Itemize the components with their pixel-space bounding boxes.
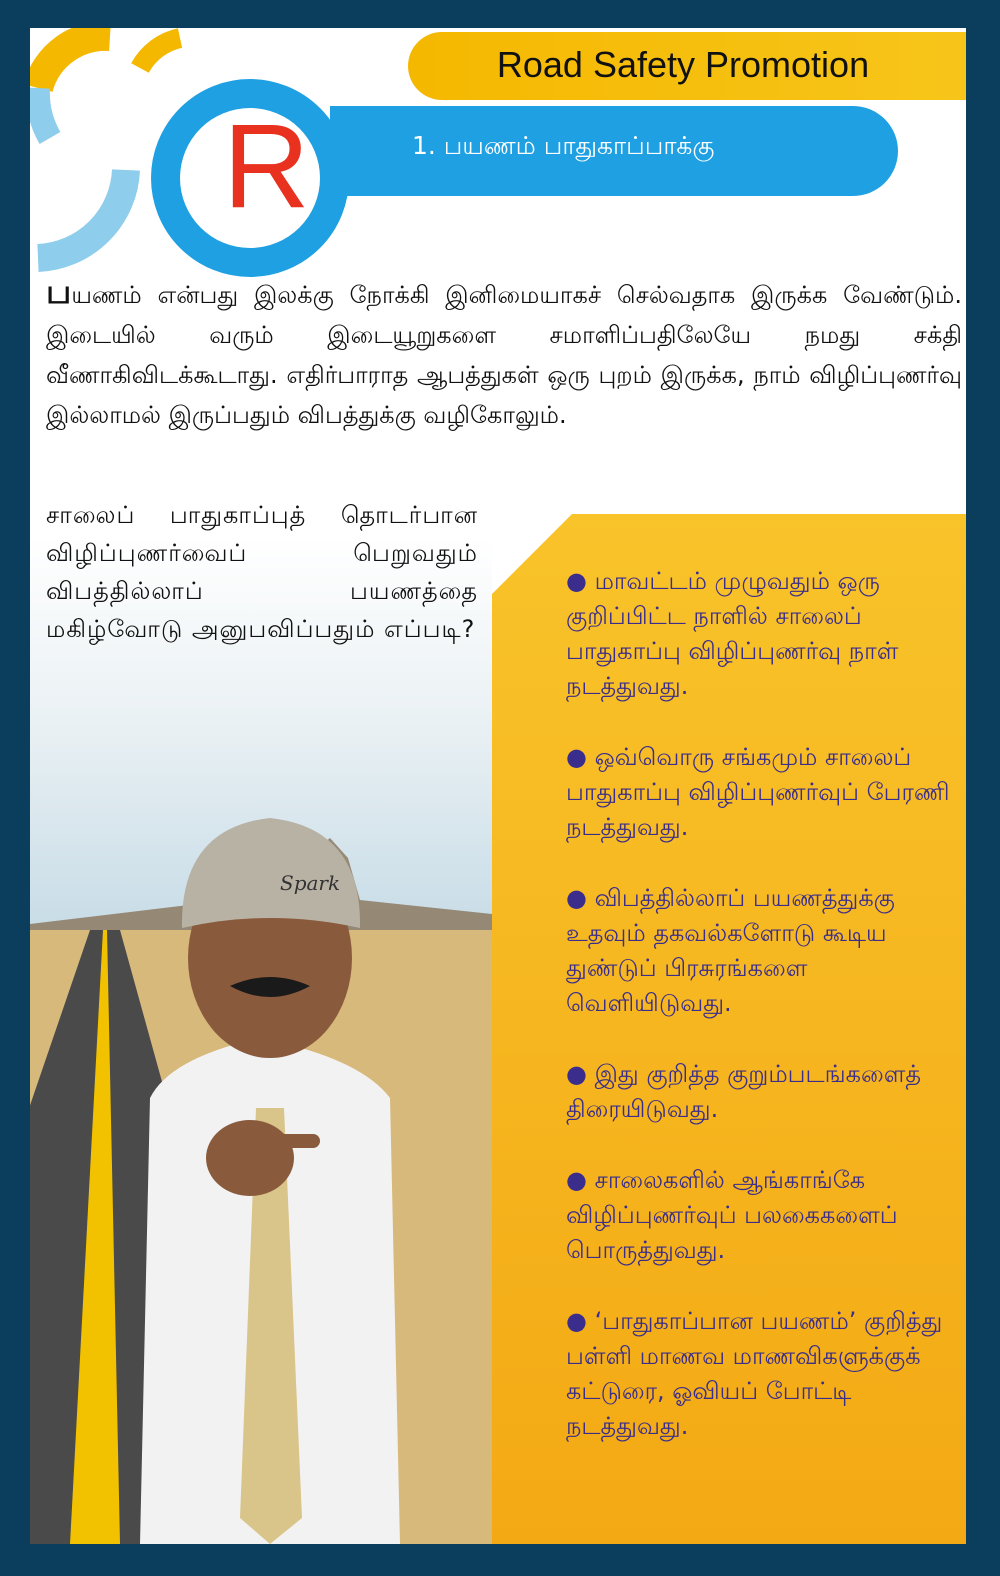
- helmet-text: Spark: [280, 871, 341, 895]
- intro-text: யணம் என்பது இலக்கு நோக்கி இனிமையாகச் செல்வதாக இருக்க வேண்டும். இடையில் வரும் இடையூறுகளை சமாளிப்பதிலேயே நமது சக்தி வீணாகிவிடக்கூடாது. எதிர்பாராத ஆபத்துகள் ஒரு புறம் இருக்க, நாம் விழிப்புணர்வு இல்லாமல் இருப்பதும் விபத்துக்கு வழிகோலும்.: [46, 281, 962, 429]
- intro-paragraph: [46, 272, 962, 435]
- bullet-dot-icon: ●: [566, 567, 595, 595]
- list-item: ● ‘பாதுகாப்பான பயணம்’ குறித்து பள்ளி மாணவ மாணவிகளுக்குக் கட்டுரை, ஓவியப் போட்டி நடத்துவது.: [566, 1307, 943, 1440]
- panel-notch: [492, 514, 572, 654]
- logo-letter: R: [223, 99, 310, 233]
- section-subtitle: 1. பயணம் பாதுகாப்பாக்கு: [412, 131, 715, 160]
- dropcap-letter: ப: [46, 272, 72, 312]
- bullet-dot-icon: ●: [566, 743, 595, 771]
- question-text: சாலைப் பாதுகாப்புத் தொடர்பான விழிப்புணர்வைப் பெறுவதும் விபத்தில்லாப் பயணத்தை மகிழ்வோடு அனுபவிப்பதும் எப்படி?: [46, 501, 478, 643]
- bullet-dot-icon: ●: [566, 1166, 595, 1194]
- bullet-dot-icon: ●: [566, 1060, 595, 1088]
- list-item: ● ஒவ்வொரு சங்கமும் சாலைப் பாதுகாப்பு விழிப்புணர்வுப் பேரணி நடத்துவது.: [566, 743, 950, 841]
- list-item: ● மாவட்டம் முழுவதும் ஒரு குறிப்பிட்ட நாளில் சாலைப் பாதுகாப்பு விழிப்புணர்வு நாள் நடத்துவது.: [566, 567, 899, 700]
- brochure-page: [30, 28, 966, 1544]
- bullet-dot-icon: ●: [566, 1307, 595, 1335]
- road-scene-photo: [30, 538, 492, 1544]
- list-item: ● இது குறித்த குறும்படங்களைத் திரையிடுவது.: [566, 1060, 921, 1123]
- bullet-dot-icon: ●: [566, 884, 595, 912]
- bullet-list: [566, 564, 962, 1480]
- list-item: ● சாலைகளில் ஆங்காங்கே விழிப்புணர்வுப் பலகைகளைப் பொருத்துவது.: [566, 1166, 898, 1264]
- page-title: Road Safety Promotion: [496, 44, 870, 85]
- list-item: ● விபத்தில்லாப் பயணத்துக்கு உதவும் தகவல்களோடு கூடிய துண்டுப் பிரசுரங்களை வெளியிடுவது.: [566, 884, 895, 1017]
